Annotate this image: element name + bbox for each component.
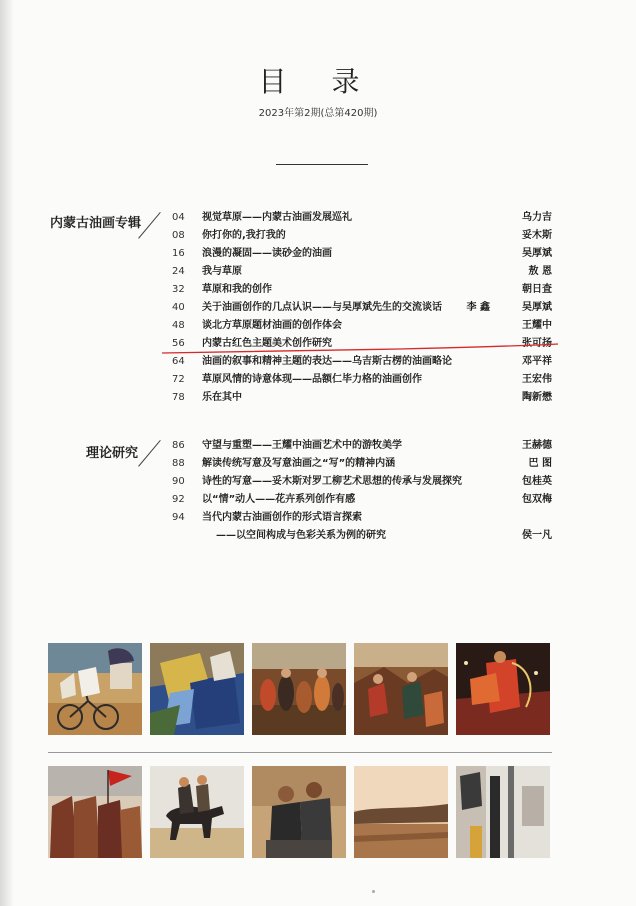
toc-title: 谈北方草原题材油画的创作体会 (202, 320, 342, 331)
toc-author: 朝日査 (522, 284, 552, 295)
toc-list-oil-painting (172, 209, 552, 407)
thumbnail-divider (48, 752, 552, 753)
toc-title: ——以空间构成与色彩关系为例的研究 (216, 530, 386, 541)
toc-entry[interactable] (172, 371, 552, 389)
toc-title: 浪漫的凝固——读砂金的油画 (202, 248, 332, 259)
toc-page-number: 24 (172, 266, 185, 277)
toc-entry[interactable] (172, 299, 552, 317)
toc-page-number: 86 (172, 440, 185, 451)
toc-author: 乌力吉 (522, 212, 552, 223)
section-label-oil-painting: 内蒙古油画专辑 (50, 216, 142, 231)
page-edge-shadow (0, 0, 14, 906)
toc-author: 王耀中 (522, 320, 552, 331)
toc-title: 视觉草原——内蒙古油画发展巡礼 (202, 212, 352, 223)
thumbnail-painting-warriors[interactable] (354, 643, 448, 735)
toc-author: 侯一凡 (522, 530, 552, 541)
toc-author: 陶新懋 (522, 392, 552, 403)
toc-author: 吴厚斌 (522, 248, 552, 259)
toc-author: 包桂英 (522, 476, 552, 487)
toc-title: 当代内蒙古油画创作的形式语言探索 (202, 512, 362, 523)
toc-title: 解读传统写意及写意油画之“写”的精神内涵 (202, 458, 396, 469)
toc-page-number: 32 (172, 284, 185, 295)
toc-page-number: 90 (172, 476, 185, 487)
thumbnail-painting-geometric[interactable] (456, 766, 550, 858)
toc-page-number: 64 (172, 356, 185, 367)
section-slash (138, 212, 161, 239)
toc-title: 你打你的,我打我的 (202, 230, 286, 241)
thumbnail-row-top (48, 643, 552, 735)
toc-page-number: 78 (172, 392, 185, 403)
toc-author: 妥木斯 (522, 230, 552, 241)
toc-entry[interactable] (172, 509, 552, 527)
thumbnail-painting-abstract-blue[interactable] (150, 643, 244, 735)
toc-entry[interactable] (172, 473, 552, 491)
toc-entry[interactable] (172, 389, 552, 407)
toc-page-number: 48 (172, 320, 185, 331)
toc-title: 以“情”动人——花卉系列创作有感 (202, 494, 356, 505)
toc-page-number: 40 (172, 302, 185, 313)
toc-entry[interactable] (172, 281, 552, 299)
toc-entry[interactable] (172, 227, 552, 245)
issue-line: 2023年第2期(总第420期) (258, 108, 378, 119)
toc-author: 张可扬 (522, 338, 552, 349)
toc-title: 关于油画创作的几点认识——与吴厚斌先生的交流谈话 (202, 302, 442, 313)
toc-title: 诗性的写意——妥木斯对罗工柳艺术思想的传承与发展探究 (202, 476, 462, 487)
toc-page-number: 56 (172, 338, 185, 349)
toc-entry[interactable] (172, 491, 552, 509)
toc-author: 包双梅 (522, 494, 552, 505)
page-speck (372, 890, 375, 893)
toc-title: 油画的叙事和精神主题的表达——乌吉斯古楞的油画略论 (202, 356, 452, 367)
toc-page-number: 88 (172, 458, 185, 469)
thumbnail-painting-cyclist[interactable] (48, 643, 142, 735)
toc-page-number: 04 (172, 212, 185, 223)
toc-author: 邓平祥 (522, 356, 552, 367)
toc-author: 王宏伟 (522, 374, 552, 385)
thumbnail-painting-archer[interactable] (456, 643, 550, 735)
toc-list-theory (172, 437, 552, 545)
toc-author: 敖 恩 (528, 266, 552, 277)
toc-title: 乐在其中 (202, 392, 242, 403)
section-label-theory: 理论研究 (86, 446, 139, 461)
toc-entry[interactable] (172, 455, 552, 473)
title-rule (276, 164, 368, 165)
handwritten-red-underline (160, 343, 560, 357)
toc-coauthor: 李 鑫 (466, 302, 490, 313)
toc-entry-subtitle[interactable] (172, 527, 552, 545)
toc-page-number: 72 (172, 374, 185, 385)
thumbnail-painting-two-men[interactable] (252, 766, 346, 858)
toc-entry[interactable] (172, 245, 552, 263)
toc-entry[interactable] (172, 263, 552, 281)
thumbnail-painting-landscape[interactable] (354, 766, 448, 858)
toc-title: 草原和我的创作 (202, 284, 272, 295)
toc-entry[interactable] (172, 209, 552, 227)
thumbnail-painting-horse-riders[interactable] (150, 766, 244, 858)
toc-title: 内蒙古红色主题美术创作研究 (202, 338, 332, 349)
toc-page-number: 94 (172, 512, 185, 523)
section-slash (138, 440, 161, 467)
toc-title: 我与草原 (202, 266, 242, 277)
page-title: 目 录 (258, 65, 378, 98)
toc-title: 守望与重塑——王耀中油画艺术中的游牧美学 (202, 440, 402, 451)
toc-author: 吴厚斌 (522, 302, 552, 313)
thumbnail-row-bottom (48, 766, 552, 858)
toc-title: 草原风情的诗意体现——品额仁毕力格的油画创作 (202, 374, 422, 385)
thumbnail-painting-crowd[interactable] (252, 643, 346, 735)
toc-page-number: 92 (172, 494, 185, 505)
thumbnail-painting-red-flag[interactable] (48, 766, 142, 858)
toc-author: 巴 图 (528, 458, 552, 469)
toc-page-number: 16 (172, 248, 185, 259)
toc-page-number: 08 (172, 230, 185, 241)
toc-entry[interactable] (172, 317, 552, 335)
toc-author: 王赫德 (522, 440, 552, 451)
toc-entry[interactable] (172, 437, 552, 455)
